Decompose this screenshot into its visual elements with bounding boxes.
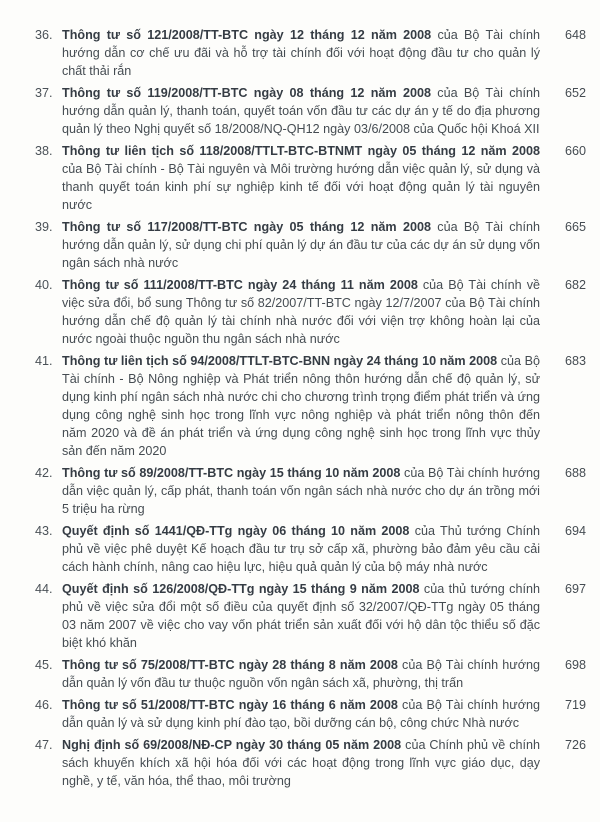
entry-title: Thông tư liên tịch số 94/2008/TTLT-BTC-BNN ngày 24 tháng 10 năm 2008 [62,354,498,368]
toc-entry [35,26,586,80]
entry-text [62,276,540,348]
entry-number: 42. [35,466,53,480]
entry-text [62,26,540,80]
entry-title: Thông tư số 111/2008/TT-BTC ngày 24 tháng 11 năm 2008 [62,278,418,292]
toc-entry [35,464,586,518]
entry-text [62,142,540,214]
entry-description: của Bộ Tài chính hướng dẫn quản lý và sử dụng kinh phí đào tạo, bồi dưỡng cán bộ, công chức Nhà nước [62,698,541,730]
entry-number: 46. [35,698,53,712]
entry-number: 40. [35,278,53,292]
entry-description: của Bộ Tài chính - Bộ Nông nghiệp và Phát triển nông thôn hướng dẫn chế độ quản lý, sử dụng kinh phí ngân sách nhà nước chi cho chương trình trọng điểm phát triển và ứng dụng công nghệ sinh học trong lĩnh vực nông nghiệp và phát triển nông thôn đến năm 2020 và đề án phát triển và ứng dụng công nghệ sinh học trong lĩnh vực thủy sản đến năm 2020 [62,354,540,458]
entry-page-number: 682 [564,278,586,292]
entry-text [62,218,540,272]
entry-title: Thông tư số 75/2008/TT-BTC ngày 28 tháng 8 năm 2008 [62,658,398,672]
toc-entry [35,84,586,138]
entry-description: của Bộ Tài chính hướng dẫn việc quản lý, cấp phát, thanh toán vốn ngân sách nhà nước cho dự án trồng mới 5 triệu ha rừng [62,466,541,516]
entry-page-number: 694 [564,524,586,538]
entry-text [62,696,540,732]
entry-page-number: 652 [564,86,586,100]
entry-page-number: 719 [564,698,586,712]
entry-number: 37. [35,86,53,100]
entry-text [62,736,540,790]
entry-description: của Bộ Tài chính - Bộ Tài nguyên và Môi trường hướng dẫn việc quản lý, sử dụng và thanh quyết toán kinh phí sự nghiệp kinh tế đối với hoạt động quản lý tài nguyên nước [62,162,540,212]
entry-number: 36. [35,28,53,42]
entry-text [62,522,540,576]
toc-entry [35,218,586,272]
entry-title: Nghị định số 69/2008/NĐ-CP ngày 30 tháng 05 năm 2008 [62,738,402,752]
entry-number: 39. [35,220,53,234]
entry-number: 41. [35,354,53,368]
entry-text [62,84,540,138]
entry-number: 44. [35,582,53,596]
toc-entry [35,580,586,652]
entry-description: của Bộ Tài chính hướng dẫn quản lý, thanh toán, quyết toán vốn đầu tư các dự án y tế do địa phương quản lý theo Nghị quyết số 18/2008/NQ-QH12 ngày 03/6/2008 của Quốc hội Khoá XII [62,86,540,136]
toc-entry [35,522,586,576]
entry-description: của Bộ Tài chính hướng dẫn cơ chế ưu đãi và hỗ trợ tài chính đối với hoạt động đầu tư cho quản lý chất thải rắn [62,28,541,78]
entry-page-number: 665 [564,220,586,234]
entry-text [62,580,540,652]
entry-text [62,656,540,692]
toc-list [35,26,586,790]
entry-page-number: 697 [564,582,586,596]
entry-title: Thông tư số 121/2008/TT-BTC ngày 12 tháng 12 năm 2008 [62,28,432,42]
entry-number: 47. [35,738,53,752]
entry-description: của thủ tướng chính phủ về việc sửa đổi một số điều của quyết định số 32/2007/QĐ-TTg ngày 05 tháng 03 năm 2007 về việc cho vay vốn phát triển sản xuất đối với hộ dân tộc thiểu số đặc biệt khó khăn [62,582,540,650]
entry-page-number: 698 [564,658,586,672]
entry-page-number: 688 [564,466,586,480]
entry-description: của Bộ Tài chính hướng dẫn quản lý vốn đầu tư thuộc nguồn vốn ngân sách xã, phường, thị trấn [62,658,541,690]
entry-title: Thông tư số 117/2008/TT-BTC ngày 05 tháng 12 năm 2008 [62,220,431,234]
toc-entry [35,696,586,732]
entry-title: Thông tư số 89/2008/TT-BTC ngày 15 tháng 10 năm 2008 [62,466,401,480]
entry-page-number: 648 [564,28,586,42]
entry-number: 43. [35,524,53,538]
entry-page-number: 726 [564,738,586,752]
toc-entry [35,276,586,348]
entry-page-number: 683 [564,354,586,368]
toc-entry [35,656,586,692]
entry-description: của Chính phủ về chính sách khuyến khích xã hội hóa đối với các hoạt động trong lĩnh vực giáo dục, dạy nghề, y tế, văn hóa, thể thao, môi trường [62,738,541,788]
entry-title: Thông tư số 51/2008/TT-BTC ngày 16 tháng 6 năm 2008 [62,698,398,712]
entry-number: 45. [35,658,53,672]
toc-entry [35,352,586,460]
entry-title: Quyết định số 126/2008/QĐ-TTg ngày 15 tháng 9 năm 2008 [62,582,420,596]
entry-number: 38. [35,144,53,158]
toc-entry [35,142,586,214]
entry-description: của Bộ Tài chính về việc sửa đổi, bổ sung Thông tư số 82/2007/TT-BTC ngày 12/7/2007 của Bộ Tài chính hướng dẫn chế độ quản lý tài chính nhà nước đối với viện trợ không hoàn lại của nước ngoài thuộc nguồn thu ngân sách nhà nước [62,278,540,346]
entry-description: của Thủ tướng Chính phủ về việc phê duyệt Kế hoạch đầu tư trụ sở cấp xã, phường bảo đảm yêu cầu cải cách hành chính, nâng cao hiệu lực, hiệu quả quản lý của bộ máy nhà nước [62,524,541,574]
toc-entry [35,736,586,790]
entry-description: của Bộ Tài chính hướng dẫn quản lý, sử dụng chi phí quản lý dự án đầu tư của các dự án sử dụng vốn ngân sách nhà nước [62,220,540,270]
entry-title: Thông tư liên tịch số 118/2008/TTLT-BTC-BTNMT ngày 05 tháng 12 năm 2008 [62,144,540,158]
entry-title: Thông tư số 119/2008/TT-BTC ngày 08 tháng 12 năm 2008 [62,86,431,100]
entry-title: Quyết định số 1441/QĐ-TTg ngày 06 tháng 10 năm 2008 [62,524,410,538]
entry-page-number: 660 [564,144,586,158]
entry-text [62,352,540,460]
entry-text [62,464,540,518]
